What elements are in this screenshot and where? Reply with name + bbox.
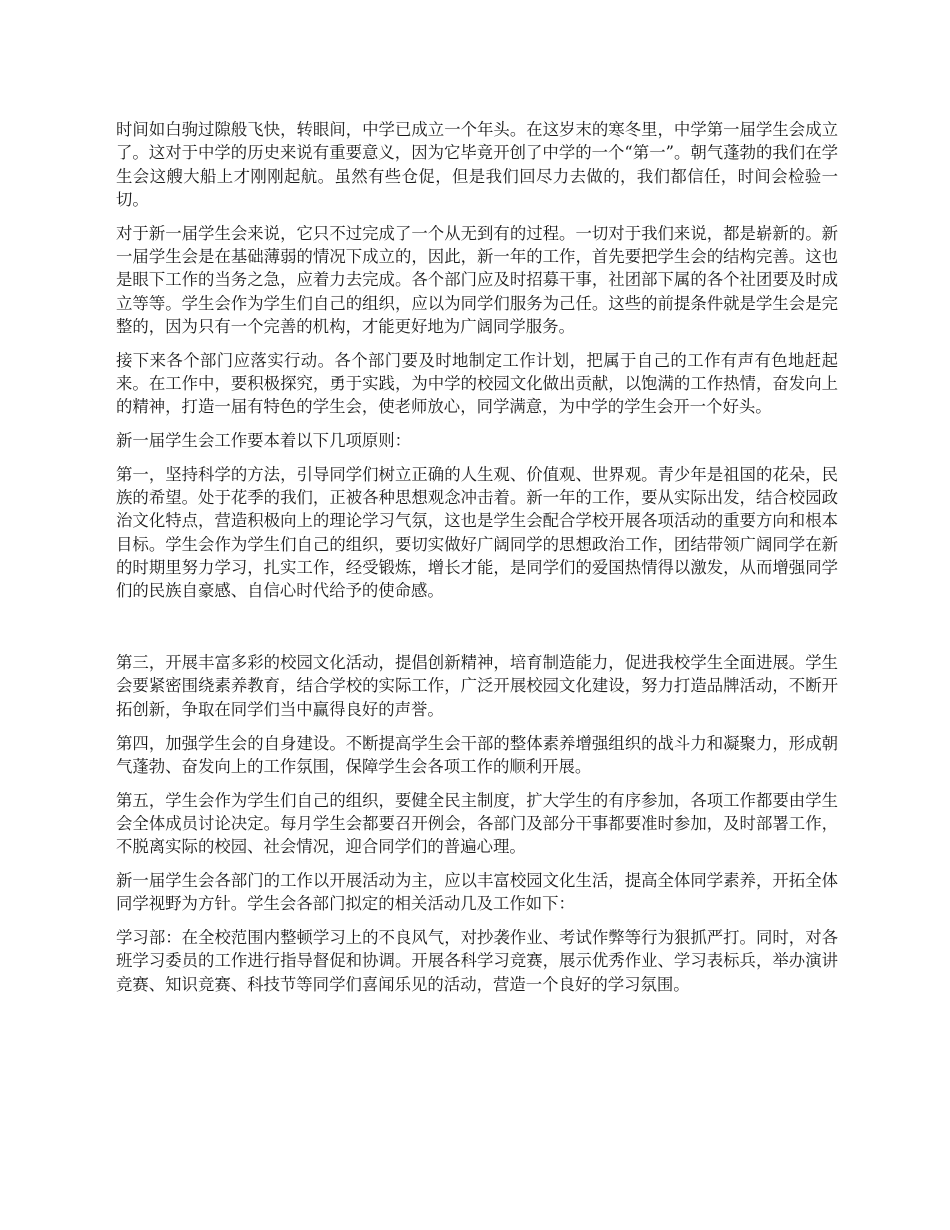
paragraph-6: 第三，开展丰富多彩的校园文化活动，提倡创新精神，培育制造能力，促进我校学生全面进展。学生会要紧密围绕素养教育，结合学校的实际工作，广泛开展校园文化建设，努力打造品牌活动，不断开拓创新，争取在同学们当中赢得良好的声誉。 xyxy=(116,653,838,719)
paragraph-4: 新一届学生会工作要本着以下几项原则： xyxy=(116,431,412,451)
paragraph-1: 时间如白驹过隙般飞快，转眼间，中学已成立一个年头。在这岁末的寒冬里，中学第一届学生会成立了。这对于中学的历史来说有重要意义，因为它毕竟开创了中学的一个“第一”。朝气蓬勃的我们在学生会这艘大船上才刚刚起航。虽然有些仓促，但是我们回尽力去做的，我们都信任，时间会检验一切。 xyxy=(116,120,838,209)
paragraph-9: 新一届学生会各部门的工作以开展活动为主，应以丰富校园文化生活，提高全体同学素养，开拓全体同学视野为方针。学生会各部门拟定的相关活动几及工作如下： xyxy=(116,871,838,914)
paragraph-gap xyxy=(116,613,838,651)
paragraph-7: 第四，加强学生会的自身建设。不断提高学生会干部的整体素养增强组织的战斗力和凝聚力，形成朝气蓬勃、奋发向上的工作氛围，保障学生会各项工作的顺利开展。 xyxy=(116,733,838,776)
paragraph-10: 学习部：在全校范围内整顿学习上的不良风气，对抄袭作业、考试作弊等行为狠抓严打。同时，对各班学习委员的工作进行指导督促和协调。开展各科学习竞赛，展示优秀作业、学习表标兵，举办演讲竞赛、知识竞赛、科技节等同学们喜闻乐见的活动，营造一个良好的学习氛围。 xyxy=(116,928,838,994)
paragraph-2: 对于新一届学生会来说，它只不过完成了一个从无到有的过程。一切对于我们来说，都是崭新的。新一届学生会是在基础薄弱的情况下成立的，因此，新一年的工作，首先要把学生会的结构完善。这也是眼下工作的当务之急，应着力去完成。各个部门应及时招募干事，社团部下属的各个社团要及时成立等等。学生会作为学生们自己的组织，应以为同学们服务为己任。这些的前提条件就是学生会是完整的，因为只有一个完善的机构，才能更好地为广阔同学服务。 xyxy=(116,223,838,336)
paragraph-3: 接下来各个部门应落实行动。各个部门要及时地制定工作计划，把属于自己的工作有声有色地赶起来。在工作中，要积极探究，勇于实践，为中学的校园文化做出贡献，以饱满的工作热情，奋发向上的精神，打造一届有特色的学生会，使老师放心，同学满意，为中学的学生会开一个好头。 xyxy=(116,350,838,417)
paragraph-5: 第一，坚持科学的方法，引导同学们树立正确的人生观、价值观、世界观。青少年是祖国的花朵，民族的希望。处于花季的我们，正被各种思想观念冲击着。新一年的工作，要从实际出发，结合校园政治文化特点，营造积极向上的理论学习气氛，这也是学生会配合学校开展各项活动的重要方向和根本目标。学生会作为学生们自己的组织，要切实做好广阔同学的思想政治工作，团结带领广阔同学在新的时期里努力学习，扎实工作，经受锻炼，增长才能，是同学们的爱国热情得以激发，从而增强同学们的民族自豪感、自信心时代给予的使命感。 xyxy=(116,464,838,601)
document-body xyxy=(116,118,838,1007)
paragraph-8: 第五，学生会作为学生们自己的组织，要健全民主制度，扩大学生的有序参加，各项工作都要由学生会全体成员讨论决定。每月学生会都要召开例会，各部门及部分干事都要准时参加，及时部署工作，不脱离实际的校园、社会情况，迎合同学们的普遍心理。 xyxy=(116,790,838,857)
